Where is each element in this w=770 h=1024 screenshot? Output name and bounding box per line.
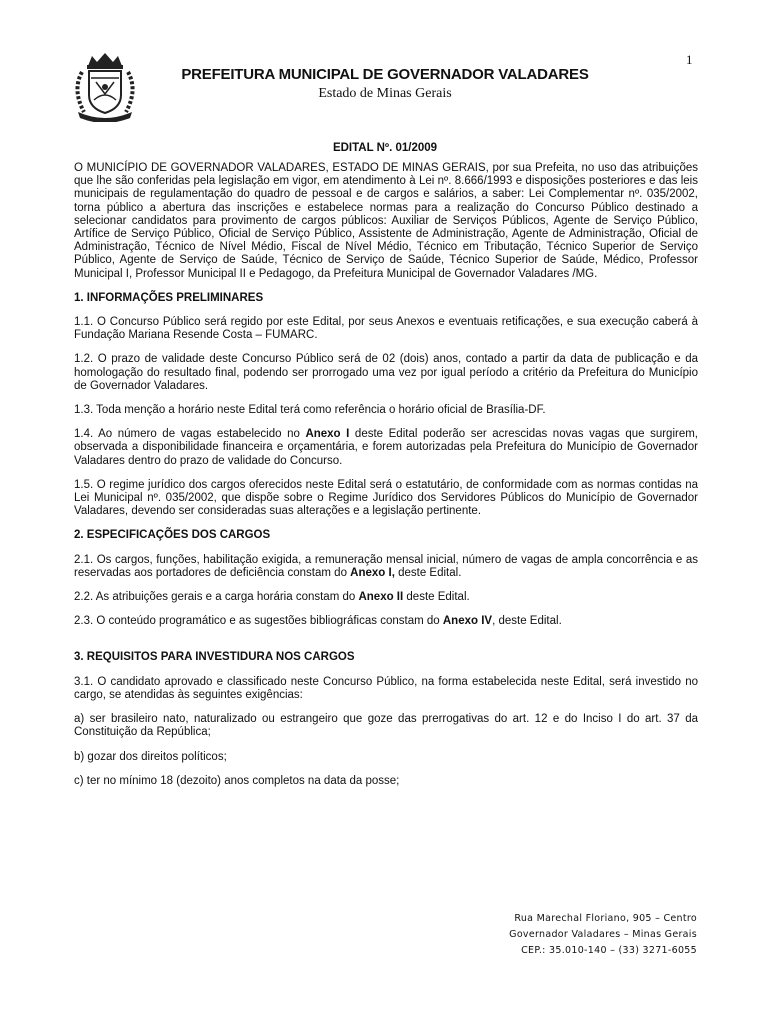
intro-paragraph: O MUNICÍPIO DE GOVERNADOR VALADARES, ESTADO DE MINAS GERAIS, por sua Prefeita, no uso das atribuições que lhe são conferidas pela legislação em vigor, em atendimento à Lei nº. 8.666/1993 e disposições posteriores e das leis municipais de regulamentação do quadro de pessoal e de cargos e salários, a saber: Lei Complementar nº. 035/2002, torna público a abertura das inscrições e estabelece normas para a realização do Concurso Público destinado a selecionar candidatos para provimento de cargos públicos: Auxiliar de Serviços Públicos, Agente de Serviço Público, Artífice de Serviço Público, Oficial de Serviço Público, Assistente de Administração, Agente de Administração, Oficial de Administração, Técnico de Nível Médio, Fiscal de Nível Médio, Técnico em Tributação, Técnico Superior de Serviço Público, Agente de Serviço de Saúde, Técnico de Serviço de Saúde, Técnico Superior de Saúde, Médico, Professor Municipal I, Professor Municipal II e Pedagogo, da Prefeitura Municipal de Governador Valadares /MG. (74, 162, 698, 280)
footer-contact: CEP.: 35.010-140 – (33) 3271-6055 (521, 945, 697, 956)
paragraph-1-2: 1.2. O prazo de validade deste Concurso Público será de 02 (dois) anos, contado a partir da data de publicação e da homologação do resultado final, podendo ser prorrogado uma vez por igual período a critério da Prefeitura do Município de Governador Valadares. (74, 353, 698, 392)
text-run: 2.3. O conteúdo programático e as sugestões bibliográficas constam do (74, 615, 443, 628)
text-run: 2.1. Os cargos, funções, habilitação exigida, a remuneração mensal inicial, número de vagas de ampla concorrência e as reservadas aos portadores de deficiência constam do (74, 553, 698, 579)
text-run: 1.4. Ao número de vagas estabelecido no (74, 428, 306, 441)
document-body (74, 162, 698, 799)
spacer (74, 639, 698, 651)
annex-reference: Anexo IV (442, 615, 493, 628)
section-3-heading: 3. REQUISITOS PARA INVESTIDURA NOS CARGOS (74, 651, 355, 664)
footer-street: Rua Marechal Floriano, 905 – Centro (514, 913, 697, 924)
paragraph-2-3 (74, 615, 698, 628)
text-run: deste Edital. (403, 591, 470, 604)
paragraph-1-1: 1.1. O Concurso Público será regido por este Edital, por seus Anexos e eventuais retificações, e sua execução caberá à Fundação Mariana Resende Costa – FUMARC. (74, 316, 698, 342)
paragraph-2-2 (74, 591, 698, 604)
address-footer (509, 911, 697, 959)
paragraph-2-1 (74, 554, 698, 580)
item-3-1-b: b) gozar dos direitos políticos; (74, 750, 227, 763)
paragraph-3-1: 3.1. O candidato aprovado e classificado neste Concurso Público, na forma estabelecida neste Edital, será investido no cargo, se atendidas às seguintes exigências: (74, 675, 698, 701)
text-run: deste Edital. (394, 566, 462, 579)
item-3-1-a: a) ser brasileiro nato, naturalizado ou estrangeiro que goze das prerrogativas do art. 12 e do Inciso I do art. 37 da Constituição da República; (74, 713, 698, 739)
state-subtitle: Estado de Minas Gerais (318, 86, 452, 101)
paragraph-1-5: 1.5. O regime jurídico dos cargos oferecidos neste Edital será o estatutário, de conformidade com as normas contidas na Lei Municipal nº. 035/2002, que dispõe sobre o Regime Jurídico dos Servidores Públicos do Município de Governador Valadares, devendo ser consideradas suas alterações e a legislação pertinente. (74, 478, 698, 518)
page-number: 1 (686, 52, 693, 67)
footer-city: Governador Valadares – Minas Gerais (509, 929, 697, 940)
paragraph-1-4 (74, 428, 698, 468)
section-2-heading: 2. ESPECIFICAÇÕES DOS CARGOS (74, 529, 271, 542)
text-run: , deste Edital. (492, 615, 562, 628)
item-3-1-c: c) ter no mínimo 18 (dezoito) anos completos na data da posse; (74, 774, 400, 787)
municipality-title: PREFEITURA MUNICIPAL DE GOVERNADOR VALADARES (181, 66, 589, 83)
annex-reference: Anexo I, (350, 566, 395, 579)
text-run: 2.2. As atribuições gerais e a carga horária constam do (74, 591, 359, 604)
edital-title: EDITAL Nº. 01/2009 (332, 142, 438, 154)
section-1-heading: 1. INFORMAÇÕES PRELIMINARES (74, 291, 264, 304)
text-run: deste Edital poderão ser acrescidas novas vagas que surgirem, observada a disponibilidade financeira e orçamentária, e forem autorizadas pela Prefeitura do Município de Governador Valadares dentro do prazo de validade do Concurso. (74, 428, 698, 467)
annex-reference: Anexo I (305, 428, 350, 441)
paragraph-1-3: 1.3. Toda menção a horário neste Edital terá como referência o horário oficial de Brasília-DF. (74, 404, 546, 417)
annex-reference: Anexo II (358, 591, 404, 604)
